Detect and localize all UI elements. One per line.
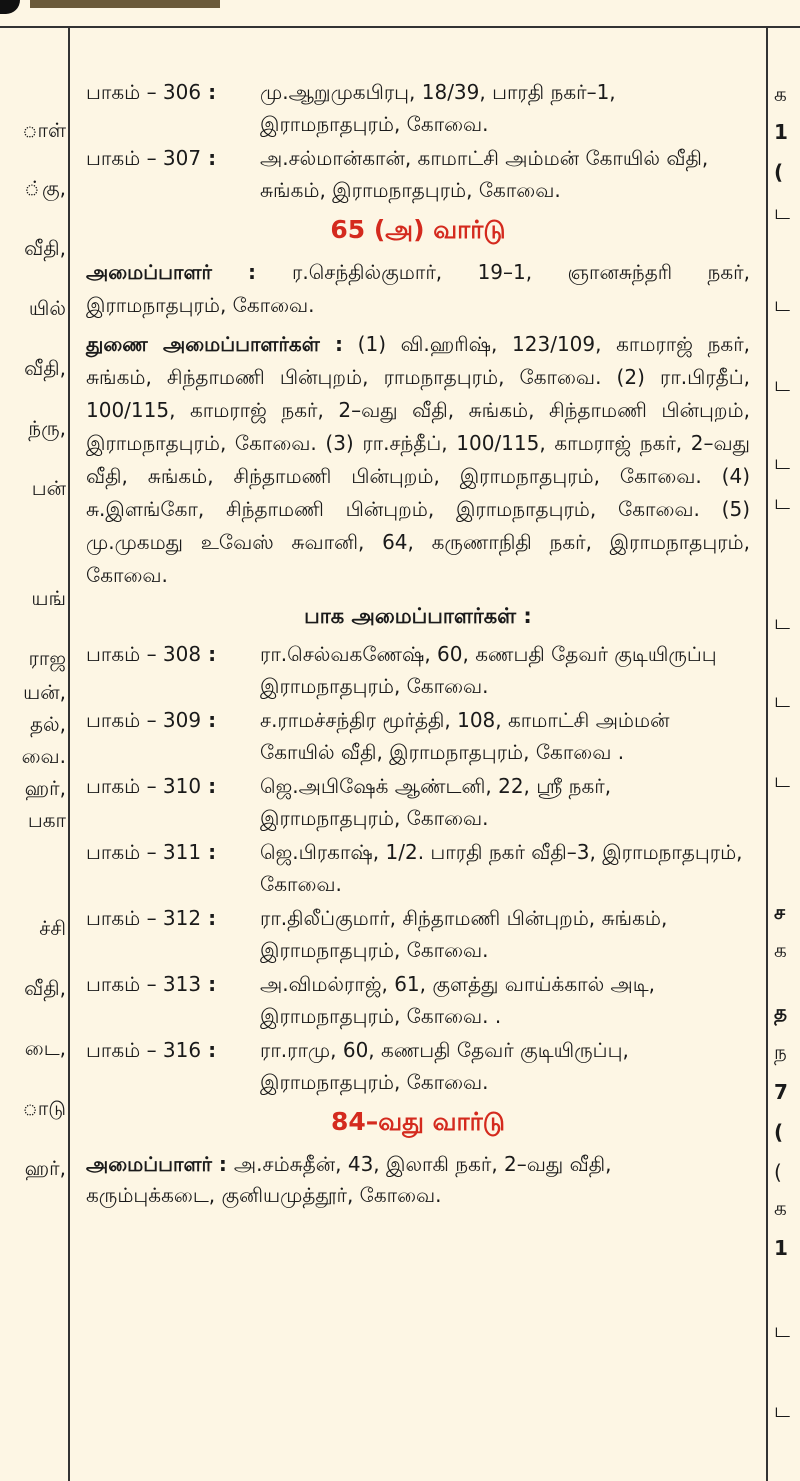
ward-heading: 84–வது வார்டு [331, 1107, 505, 1136]
column-divider-right [766, 28, 768, 1481]
column-divider-left [68, 28, 70, 1481]
right-fragment: 1 [774, 1236, 788, 1260]
deputies-label: துணை அமைப்பாளர்கள் : [86, 332, 344, 356]
right-fragment: ட [774, 490, 790, 514]
right-fragment: ( [774, 1120, 784, 1144]
part-details: அ.விமல்ராஜ், 61, குளத்து வாய்க்கால் அடி, இராமநாதபுரம், கோவை. . [260, 972, 656, 1028]
part-details: ஜெ.அபிஷேக் ஆண்டனி, 22, ஸ்ரீ நகர், இராமநாதபுரம், கோவை. [260, 774, 612, 830]
right-fragment: 1 [774, 120, 788, 144]
left-fragment: ராஜ [28, 646, 66, 670]
part-label: பாகம் – 308 : [86, 642, 217, 666]
right-fragment: ட [774, 200, 790, 224]
right-fragment: ட [774, 768, 790, 792]
organizer-label: அமைப்பாளர் [86, 1152, 212, 1176]
right-fragment: ட [774, 610, 790, 634]
part-details: ரா.ராமு, 60, கணபதி தேவர் குடியிருப்பு, இராமநாதபுரம், கோவை. [260, 1038, 629, 1094]
right-fragment: ( [774, 160, 784, 184]
top-rule [0, 26, 800, 28]
left-fragment: பன் [31, 476, 66, 500]
left-fragment: ந்ரு, [28, 416, 66, 440]
left-fragment: யங் [31, 586, 66, 610]
part-label: பாகம் – 316 : [86, 1038, 217, 1062]
left-fragment: யன், [23, 680, 66, 704]
right-column-fragments [770, 0, 800, 1481]
left-fragment: ்கு, [24, 176, 66, 200]
part-label: பாகம் – 306 : [86, 80, 217, 104]
left-fragment: ஹர், [24, 1156, 66, 1180]
left-column-fragments [0, 0, 66, 1481]
left-fragment: வீதி, [24, 236, 66, 260]
part-label: பாகம் – 311 : [86, 840, 217, 864]
right-fragment: க [774, 82, 787, 106]
part-entry [86, 968, 750, 1032]
left-fragment: ாள் [22, 118, 66, 142]
part-entry [86, 638, 750, 702]
part-details: ச.ராமச்சந்திர மூர்த்தி, 108, காமாட்சி அம்மன் கோயில் வீதி, இராமநாதபுரம், கோவை . [260, 708, 670, 764]
left-fragment: டை, [24, 1036, 66, 1060]
part-label: பாகம் – 309 : [86, 708, 217, 732]
part-label: பாகம் – 312 : [86, 906, 217, 930]
main-article-column [86, 76, 750, 1207]
organizer-label: அமைப்பாளர் [86, 260, 212, 284]
right-fragment: ட [774, 292, 790, 316]
organizer-details: அ.சம்சுதீன், 43, இலாகி நகர், 2–வது வீதி, [233, 1152, 612, 1176]
cut-off-line: கரும்புக்கடை, குனியமுத்தூர், கோவை. [86, 1183, 442, 1207]
left-fragment: ஹர், [24, 776, 66, 800]
left-fragment: வீதி, [24, 976, 66, 1000]
ward-organizer: அமைப்பாளர் : அ.சம்சுதீன், 43, இலாகி நகர், 2–வது வீதி, [86, 1152, 612, 1176]
part-details: ரா.செல்வகணேஷ், 60, கணபதி தேவர் குடியிருப்பு இராமநாதபுரம், கோவை. [260, 642, 717, 698]
part-organizers-heading: பாக அமைப்பாளர்கள் : [304, 604, 532, 628]
part-entry [86, 1034, 750, 1098]
part-entry [86, 902, 750, 966]
right-fragment: ந [774, 1040, 787, 1064]
part-label: பாகம் – 310 : [86, 774, 217, 798]
right-fragment: த [774, 1000, 788, 1024]
deputy-organizers [86, 328, 750, 592]
left-fragment: ச்சி [39, 916, 66, 940]
organizer-details: ர.செந்தில்குமார், 19–1, ஞானசுந்தரி நகர், இராமநாதபுரம், கோவை. [86, 260, 750, 317]
right-fragment: ட [774, 1318, 790, 1342]
left-fragment: பகா [27, 808, 66, 832]
part-entry [86, 836, 750, 900]
left-fragment: வை. [21, 744, 66, 768]
right-fragment: ட [774, 688, 790, 712]
right-fragment: ட [774, 1398, 790, 1422]
part-entry [86, 770, 750, 834]
part-entry [86, 142, 750, 206]
right-fragment: ட [774, 372, 790, 396]
left-fragment: தல், [30, 712, 66, 736]
part-entry [86, 704, 750, 768]
part-label: பாகம் – 313 : [86, 972, 217, 996]
part-label: பாகம் – 307 : [86, 146, 217, 170]
part-details: மு.ஆறுமுகபிரபு, 18/39, பாரதி நகர்–1, இராமநாதபுரம், கோவை. [260, 80, 616, 136]
part-details: ரா.திலீப்குமார், சிந்தாமணி பின்புறம், சுங்கம், இராமநாதபுரம், கோவை. [260, 906, 668, 962]
left-fragment: வீதி, [24, 356, 66, 380]
right-fragment: க [774, 938, 787, 962]
part-details: ஜெ.பிரகாஷ், 1/2. பாரதி நகர் வீதி–3, இராமநாதபுரம், கோவை. [260, 840, 743, 896]
right-fragment: க [774, 1196, 787, 1220]
part-details: அ.சல்மான்கான், காமாட்சி அம்மன் கோயில் வீதி, சுங்கம், இராமநாதபுரம், கோவை. [260, 146, 709, 202]
part-entry [86, 76, 750, 140]
ward-heading: 65 (அ) வார்டு [330, 215, 506, 244]
left-fragment: ாடு [22, 1096, 66, 1120]
ward-organizer: அமைப்பாளர் : ர.செந்தில்குமார், 19–1, ஞானசுந்தரி நகர், இராமநாதபுரம், கோவை. [86, 260, 750, 317]
masthead-strip [0, 0, 800, 26]
left-fragment: யில் [28, 296, 66, 320]
right-fragment: ச [774, 900, 786, 924]
right-fragment: ( [774, 1160, 782, 1184]
deputies-details: (1) வி.ஹரிஷ், 123/109, காமராஜ் நகர், சுங்கம், சிந்தாமணி பின்புறம், ராமநாதபுரம், கோவை. (2) ரா.பிரதீப், 100/115, காமராஜ் நகர், 2–வது வீதி, சுங்கம், சிந்தாமணி பின்புறம், இராமநாதபுரம், கோவை. (3) ரா.சந்தீப், 100/115, காமராஜ் நகர், 2–வது வீதி, சுங்கம், சிந்தாமணி பின்புறம், இராமநாதபுரம், கோவை. (4) சு.இளங்கோ, சிந்தாமணி பின்புறம், இராமநாதபுரம், கோவை. (5) மு.முகமது உவேஸ் சுவானி, 64, கருணாநிதி நகர், இராமநாதபுரம், கோவை. [86, 332, 750, 587]
right-fragment: 7 [774, 1080, 788, 1104]
right-fragment: ட [774, 450, 790, 474]
